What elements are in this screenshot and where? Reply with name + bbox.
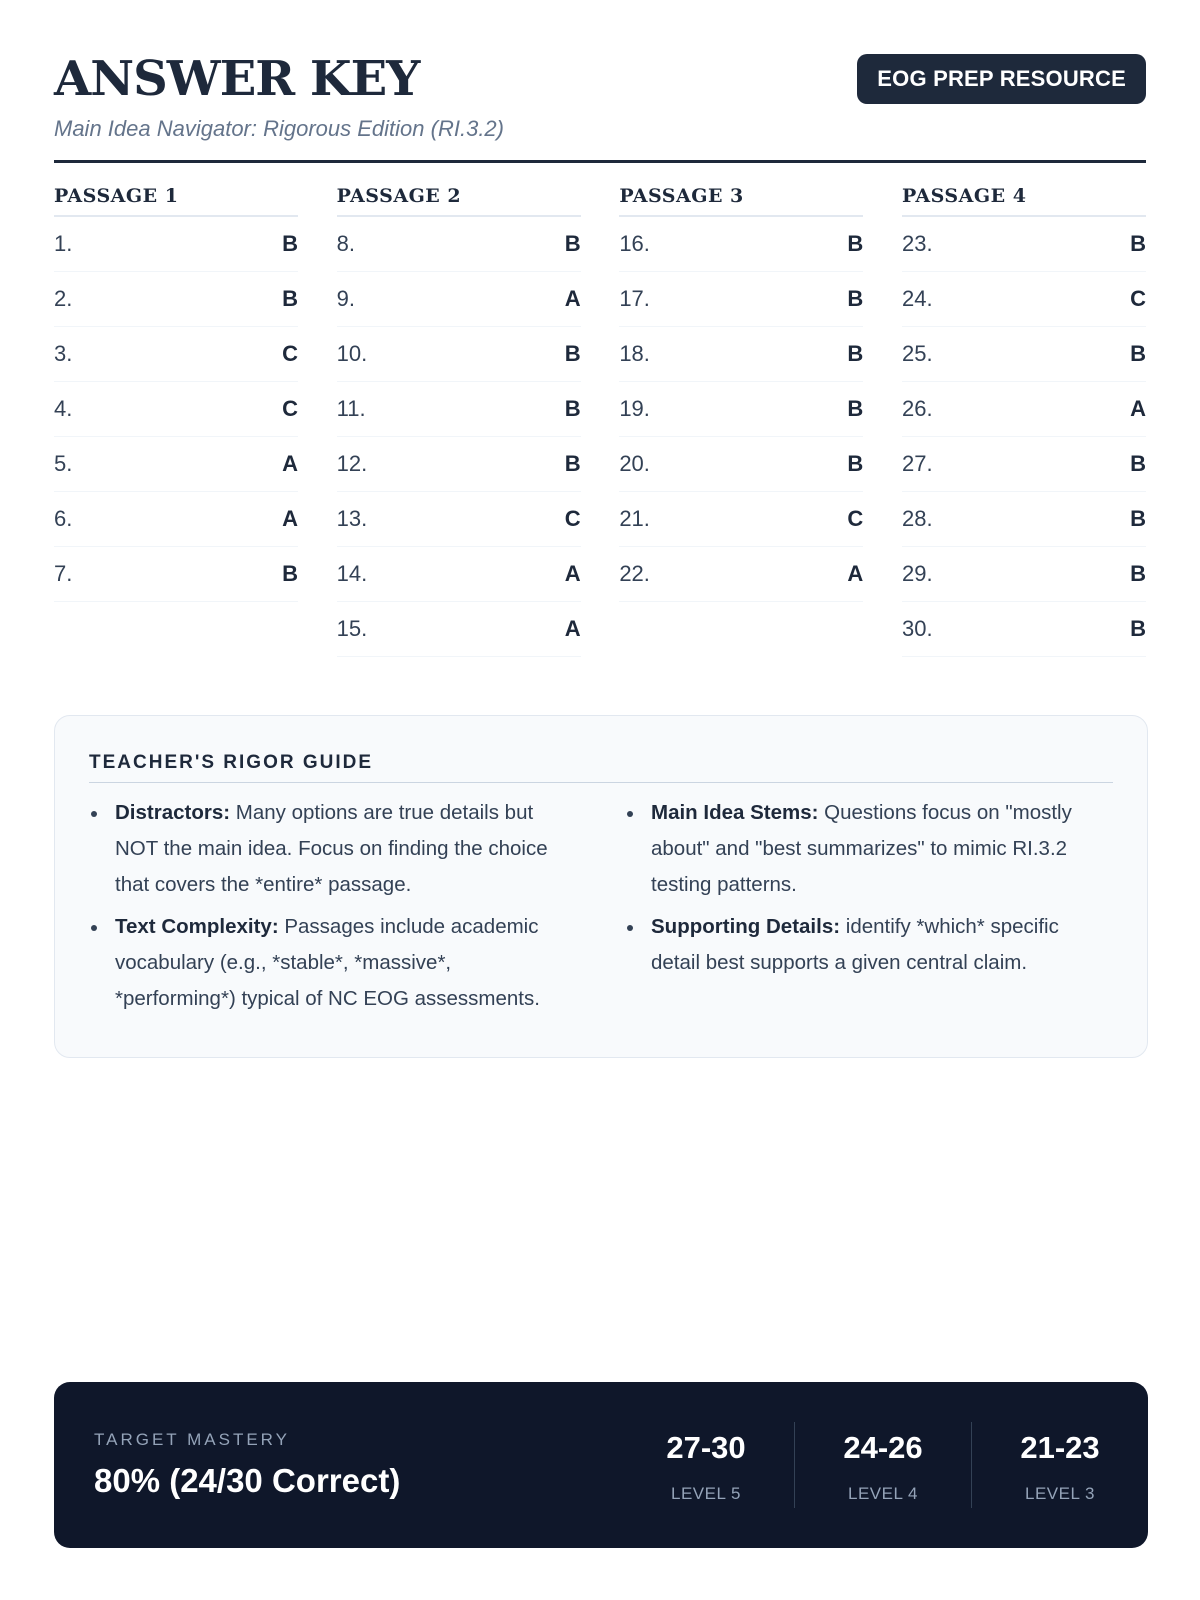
answer-letter: B xyxy=(847,451,864,476)
guide-text: Questions focus on "mostly about" and "best summarizes" to mimic RI.3.2 testing patterns. xyxy=(651,801,1072,896)
guide-text: identify *which* specific detail best supports a given central claim. xyxy=(651,915,1059,974)
passage-heading: PASSAGE 3 xyxy=(619,185,863,217)
question-number: 25. xyxy=(901,341,933,366)
answer-row xyxy=(619,272,863,327)
answer-letter: A xyxy=(564,616,581,641)
question-number: 10. xyxy=(336,341,368,366)
answer-row xyxy=(54,382,298,437)
answer-row xyxy=(337,327,581,382)
answer-letter: B xyxy=(282,286,298,311)
answer-letter: B xyxy=(564,396,581,421)
answer-letter: B xyxy=(1130,506,1146,531)
guide-item-supporting-details xyxy=(625,909,1113,981)
resource-badge: EOG PREP RESOURCE xyxy=(857,54,1146,104)
answer-row xyxy=(902,547,1146,602)
question-number: 11. xyxy=(336,396,366,421)
answer-letter: B xyxy=(847,396,864,421)
answer-row xyxy=(902,217,1146,272)
passage-heading: PASSAGE 2 xyxy=(337,185,581,217)
answer-row xyxy=(54,492,298,547)
question-number: 4. xyxy=(54,396,73,421)
level-name: LEVEL 5 xyxy=(671,1484,741,1503)
answer-letter: C xyxy=(564,506,581,531)
answer-row xyxy=(337,492,581,547)
answer-row xyxy=(54,272,298,327)
answer-row xyxy=(54,547,298,602)
level-scale xyxy=(618,1422,1148,1508)
answer-letter: A xyxy=(282,506,298,531)
answer-row xyxy=(54,437,298,492)
answer-letter: B xyxy=(1130,451,1146,476)
answer-row xyxy=(902,492,1146,547)
passage-4-column xyxy=(902,185,1146,657)
question-number: 17. xyxy=(619,286,650,311)
question-number: 2. xyxy=(54,286,73,311)
question-number: 16. xyxy=(619,231,650,256)
question-number: 22. xyxy=(619,561,650,586)
answer-row xyxy=(619,547,863,602)
level-range: 24-26 xyxy=(843,1430,923,1465)
answer-row xyxy=(619,217,863,272)
answer-letter: B xyxy=(564,341,581,366)
level-name: LEVEL 3 xyxy=(1025,1484,1095,1503)
question-number: 26. xyxy=(901,396,933,421)
answer-letter: B xyxy=(282,231,298,256)
question-number: 29. xyxy=(901,561,933,586)
guide-item-text-complexity xyxy=(89,909,577,1017)
question-number: 28. xyxy=(901,506,933,531)
answer-letter: B xyxy=(282,561,298,586)
question-number: 12. xyxy=(336,451,368,476)
answer-row xyxy=(337,272,581,327)
question-number: 5. xyxy=(54,451,73,476)
answer-row xyxy=(337,437,581,492)
question-number: 7. xyxy=(54,561,73,586)
answer-letter: B xyxy=(1130,616,1146,641)
answer-letter: B xyxy=(564,231,581,256)
guide-title: TEACHER'S RIGOR GUIDE xyxy=(89,752,1113,783)
guide-text: Many options are true details but NOT the main idea. Focus on finding the choice that covers the *entire* passage. xyxy=(115,801,548,896)
page-subtitle: Main Idea Navigator: Rigorous Edition (RI.3.2) xyxy=(54,116,504,141)
header xyxy=(54,0,1146,163)
answer-letter: B xyxy=(847,231,864,256)
mastery-value: 80% (24/30 Correct) xyxy=(94,1462,401,1499)
answer-letter: B xyxy=(564,451,581,476)
question-number: 3. xyxy=(54,341,73,366)
guide-item-main-idea-stems xyxy=(625,795,1113,903)
level-4 xyxy=(794,1422,971,1508)
answer-columns xyxy=(54,185,1146,657)
level-range: 21-23 xyxy=(1020,1430,1100,1465)
question-number: 24. xyxy=(901,286,933,311)
question-number: 1. xyxy=(54,231,73,256)
guide-item-distractors xyxy=(89,795,577,903)
passage-1-column xyxy=(54,185,298,657)
answer-row xyxy=(902,437,1146,492)
guide-left-list xyxy=(89,795,577,1023)
question-number: 23. xyxy=(901,231,933,256)
answer-letter: B xyxy=(1130,231,1146,256)
answer-letter: B xyxy=(1130,341,1146,366)
question-number: 6. xyxy=(54,506,73,531)
guide-right-list xyxy=(625,795,1113,1023)
passage-heading: PASSAGE 4 xyxy=(902,185,1146,217)
level-name: LEVEL 4 xyxy=(848,1484,918,1503)
question-number: 18. xyxy=(619,341,650,366)
question-number: 9. xyxy=(336,286,356,311)
question-number: 8. xyxy=(336,231,356,256)
answer-row xyxy=(902,602,1146,657)
answer-letter: C xyxy=(282,341,298,366)
answer-letter: A xyxy=(564,561,581,586)
teachers-rigor-guide xyxy=(54,715,1148,1058)
level-5 xyxy=(618,1422,794,1508)
page-title: ANSWER KEY xyxy=(54,51,420,107)
answer-row xyxy=(337,382,581,437)
level-range: 27-30 xyxy=(666,1430,746,1465)
answer-row xyxy=(619,382,863,437)
question-number: 30. xyxy=(901,616,933,641)
answer-row xyxy=(54,217,298,272)
answer-row xyxy=(619,437,863,492)
guide-text: Passages include academic vocabulary (e.g., *stable*, *massive*, *performing*) typical of NC EOG assessments. xyxy=(115,915,540,1010)
question-number: 14. xyxy=(336,561,368,586)
mastery-label: TARGET MASTERY xyxy=(94,1430,290,1449)
answer-letter: A xyxy=(1130,396,1146,421)
question-number: 21. xyxy=(619,506,650,531)
answer-letter: A xyxy=(282,451,298,476)
answer-row xyxy=(54,327,298,382)
answer-letter: C xyxy=(847,506,864,531)
guide-grid xyxy=(89,795,1113,1023)
answer-letter: A xyxy=(847,561,864,586)
guide-term: Main Idea Stems: xyxy=(651,801,819,824)
answer-row xyxy=(902,327,1146,382)
answer-row xyxy=(619,327,863,382)
answer-row xyxy=(337,602,581,657)
guide-term: Distractors: xyxy=(115,801,231,824)
question-number: 19. xyxy=(619,396,650,421)
answer-letter: B xyxy=(847,286,864,311)
question-number: 15. xyxy=(336,616,368,641)
passage-2-column xyxy=(337,185,581,657)
target-mastery-banner xyxy=(54,1382,1148,1548)
answer-letter: C xyxy=(1130,286,1146,311)
answer-letter: B xyxy=(1130,561,1146,586)
answer-row xyxy=(902,382,1146,437)
guide-term: Text Complexity: xyxy=(115,915,279,938)
question-number: 20. xyxy=(619,451,650,476)
answer-row xyxy=(902,272,1146,327)
answer-letter: C xyxy=(282,396,298,421)
passage-3-column xyxy=(619,185,863,657)
level-3 xyxy=(971,1422,1148,1508)
answer-row xyxy=(337,547,581,602)
question-number: 27. xyxy=(901,451,933,476)
passage-heading: PASSAGE 1 xyxy=(54,185,298,217)
answer-letter: A xyxy=(564,286,581,311)
question-number: 13. xyxy=(336,506,368,531)
answer-row xyxy=(619,492,863,547)
answer-letter: B xyxy=(847,341,864,366)
guide-term: Supporting Details: xyxy=(651,915,841,938)
answer-row xyxy=(337,217,581,272)
